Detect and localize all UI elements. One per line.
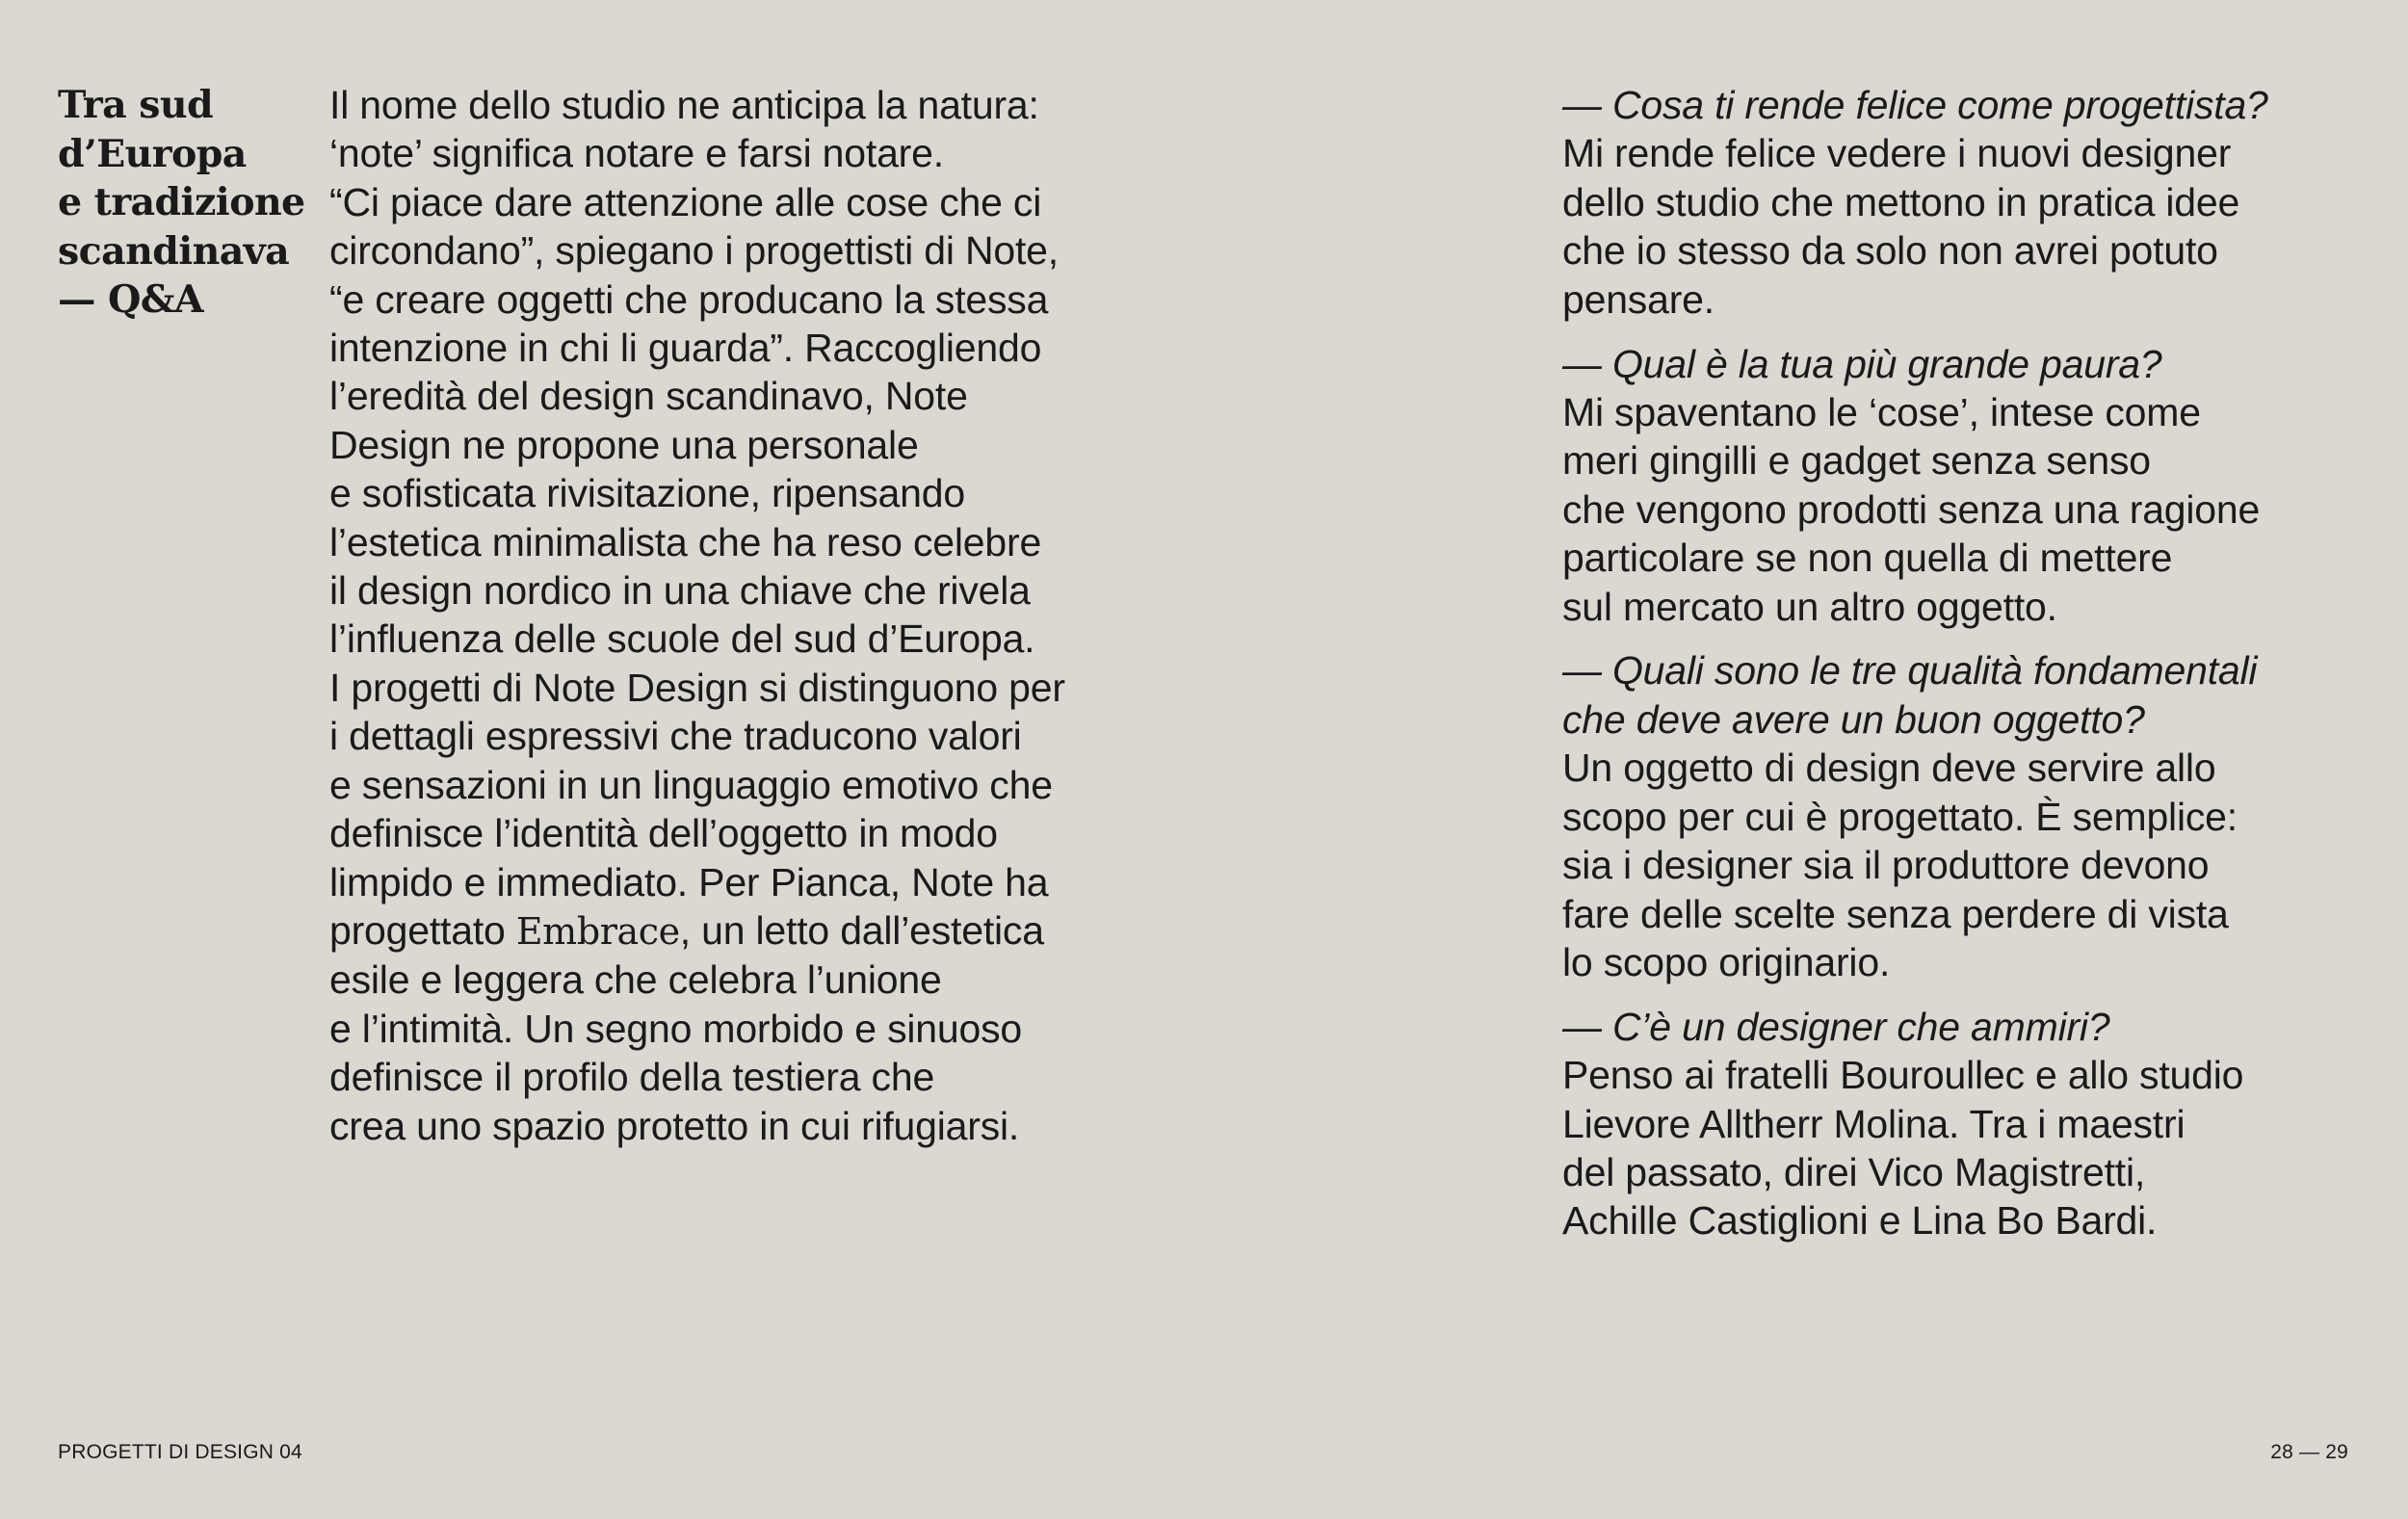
qa-answer-line: Penso ai fratelli Bouroullec e allo studio	[1562, 1053, 2244, 1098]
body-line: crea uno spazio protetto in cui rifugiarsi.	[329, 1103, 1020, 1148]
qa-answer-line: meri gingilli e gadget senza senso	[1562, 438, 2151, 484]
qa-answer-line: Mi spaventano le ‘cose’, intese come	[1562, 389, 2201, 434]
body-line: i dettagli espressivi che traducono valori	[329, 714, 1022, 759]
body-line: e sofisticata rivisitazione, ripensando	[329, 471, 965, 516]
qa-answer-line: lo scopo originario.	[1562, 939, 1891, 984]
product-name-embrace: Embrace	[515, 909, 680, 953]
qa-answer-line: Mi rende felice vedere i nuovi designer	[1562, 131, 2232, 176]
qa-item	[1562, 81, 2391, 324]
qa-question: — Quali sono le tre qualità fondamentali	[1562, 648, 2258, 694]
qa-answer-line: che vengono prodotti senza una ragione	[1562, 486, 2261, 532]
qa-answer-line: Lievore Alltherr Molina. Tra i maestri	[1562, 1101, 2186, 1146]
body-text	[329, 81, 1235, 1150]
headline-line: e tradizione	[58, 180, 305, 224]
body-line: limpido e immediato. Per Pianca, Note ha	[329, 859, 1049, 904]
headline-line: — Q&A	[58, 277, 203, 322]
body-line: “Ci piace dare attenzione alle cose che ci	[329, 179, 1042, 224]
footer-page-numbers: 28 — 29	[2270, 1441, 2348, 1463]
qa-answer-line: pensare.	[1562, 276, 1714, 322]
headline	[58, 81, 318, 325]
qa-question: — C’è un designer che ammiri?	[1562, 1004, 2110, 1049]
body-line: definisce il profilo della testiera che	[329, 1055, 935, 1100]
qa-answer-line: particolare se non quella di mettere	[1562, 536, 2173, 581]
footer-publication: PROGETTI DI DESIGN 04	[58, 1441, 302, 1463]
qa-answer-line: Un oggetto di design deve servire allo	[1562, 746, 2216, 791]
body-line-embrace	[329, 906, 1235, 956]
qa-answer-line: dello studio che mettono in pratica idee	[1562, 179, 2240, 224]
embrace-after: , un letto dall’estetica	[679, 907, 1044, 953]
qa-column	[1562, 81, 2391, 1261]
qa-answer-line: sul mercato un altro oggetto.	[1562, 584, 2057, 629]
qa-item	[1562, 1003, 2391, 1245]
qa-answer-line: sia i designer sia il produttore devono	[1562, 843, 2210, 888]
qa-answer-line: del passato, direi Vico Magistretti,	[1562, 1150, 2146, 1195]
headline-line: d’Europa	[58, 131, 247, 176]
qa-answer-line: fare delle scelte senza perdere di vista	[1562, 891, 2229, 936]
body-line: I progetti di Note Design si distinguono per	[329, 665, 1065, 710]
body-line: il design nordico in una chiave che rivela	[329, 568, 1031, 614]
qa-item	[1562, 340, 2391, 631]
body-line: Design ne propone una personale	[329, 422, 919, 467]
qa-answer-line: scopo per cui è progettato. È semplice:	[1562, 794, 2238, 839]
body-line: l’estetica minimalista che ha reso celebre	[329, 519, 1042, 564]
body-line: e l’intimità. Un segno morbido e sinuoso	[329, 1006, 1022, 1051]
body-line: l’influenza delle scuole del sud d’Europa.	[329, 616, 1035, 662]
qa-question: — Qual è la tua più grande paura?	[1562, 341, 2162, 386]
body-line: intenzione in chi li guarda”. Raccogliendo	[329, 326, 1042, 371]
body-line: definisce l’identità dell’oggetto in modo	[329, 811, 998, 856]
body-line: e sensazioni in un linguaggio emotivo che	[329, 762, 1053, 807]
qa-question: che deve avere un buon oggetto?	[1562, 696, 2145, 742]
body-line: circondano”, spiegano i progettisti di Note,	[329, 228, 1059, 274]
headline-line: Tra sud	[58, 83, 214, 127]
embrace-before: progettato	[329, 907, 516, 953]
body-line: esile e leggera che celebra l’unione	[329, 957, 942, 1003]
qa-item	[1562, 646, 2391, 986]
qa-answer-line: Achille Castiglioni e Lina Bo Bardi.	[1562, 1198, 2158, 1244]
body-line: l’eredità del design scandinavo, Note	[329, 374, 968, 419]
body-line: “e creare oggetti che producano la stessa	[329, 276, 1049, 322]
body-line: ‘note’ significa notare e farsi notare.	[329, 131, 944, 176]
qa-answer-line: che io stesso da solo non avrei potuto	[1562, 228, 2218, 274]
headline-line: scandinava	[58, 228, 290, 274]
qa-question: — Cosa ti rende felice come progettista?	[1562, 83, 2268, 127]
body-line: Il nome dello studio ne anticipa la natura:	[329, 83, 1039, 127]
